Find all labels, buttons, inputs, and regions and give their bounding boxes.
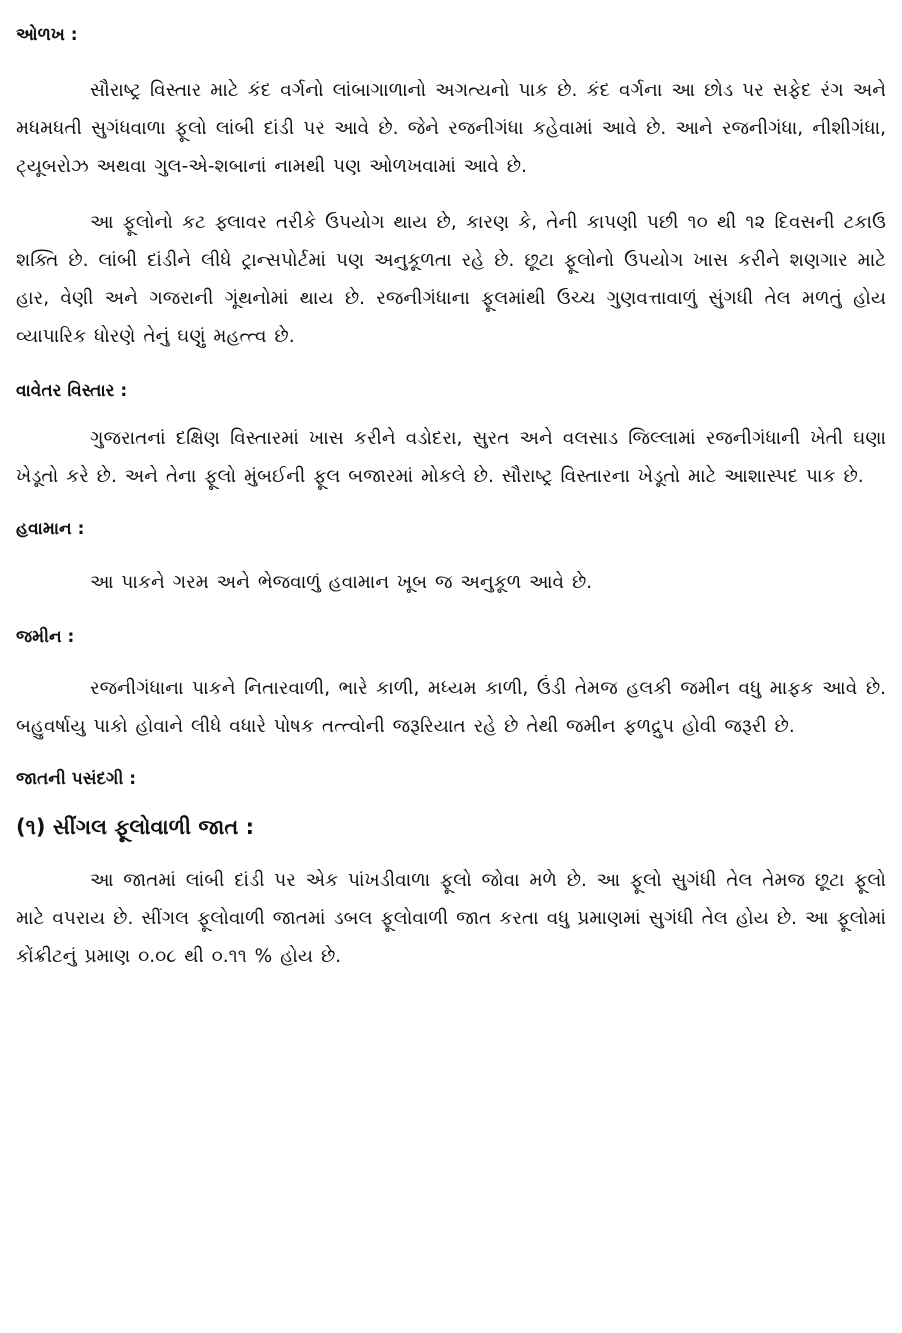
paragraph-havaman: આ પાકને ગરમ અને ભેજવાળું હવામાન ખૂબ જ અનુકૂળ આવે છે.: [90, 572, 593, 593]
paragraph-jamin: રજનીગંધાના પાકને નિતારવાળી, ભારે કાળી, મધ્યમ કાળી, ઉંડી તેમજ હલકી જમીન વધુ માફક આવે છે. બહુવર્ષાયુ પાકો હોવાને લીધે વધારે પોષક તત્ત્વોની જરૂરિયાત રહે છે તેથી જમીન ફળદ્રુપ હોવી જરૂરી છે.: [16, 678, 886, 737]
paragraph-vavetar: ગુજરાતનાં દક્ષિણ વિસ્તારમાં ખાસ કરીને વડોદરા, સુરત અને વલસાડ જિલ્લામાં રજનીગંધાની ખેતી ઘણા ખેડૂતો કરે છે. અને તેના ફૂલો મુંબઈની ફૂલ બજારમાં મોકલે છે. સૌરાષ્ટ્ર વિસ્તારના ખેડૂતો માટે આશાસ્પદ પાક છે.: [16, 428, 886, 487]
paragraph-olakh-usage: આ ફૂલોનો કટ ફ્લાવર તરીકે ઉપયોગ થાય છે, કારણ કે, તેની કાપણી પછી ૧૦ થી ૧૨ દિવસની ટકાઉ શક્તિ છે. લાંબી દાંડીને લીધે ટ્રાન્સપોર્ટમાં પણ અનુકૂળતા રહે છે. છૂટા ફૂલોનો ઉપયોગ ખાસ કરીને શણગાર માટે હાર, વેણી અને ગજરાની ગૂંથનોમાં થાય છે. રજનીગંધાના ફૂલમાંથી ઉચ્ચ ગુણવત્તાવાળું સુંગધી તેલ મળતું હોય વ્યાપારિક ધોરણે તેનું ઘણું મહત્ત્વ છે.: [16, 212, 886, 347]
paragraph-olakh-intro: સૌરાષ્ટ્ર વિસ્તાર માટે કંદ વર્ગનો લાંબાગાળાનો અગત્યનો પાક છે. કંદ વર્ગના આ છોડ પર સફેદ રંગ અને મધમધતી સુગંધવાળા ફૂલો લાંબી દાંડી પર આવે છે. જેને રજનીગંધા કહેવામાં આવે છે. આને રજનીગંધા, નીશીગંધા, ટ્યૂબરોઝ અથવા ગુલ-એ-શબાનાં નામથી પણ ઓળખવામાં આવે છે.: [16, 80, 886, 177]
section-heading-havaman: હવામાન :: [16, 519, 85, 539]
section-heading-vavetar: વાવેતર વિસ્તાર :: [16, 381, 128, 401]
section-heading-olakh: ઓળખ :: [16, 25, 78, 45]
subsection-heading-single-flower-variety: (૧) સીંગલ ફૂલોવાળી જાત :: [16, 815, 254, 839]
section-heading-jatni-pasandagi: જાતની પસંદગી :: [16, 769, 137, 789]
paragraph-single-flower-variety: આ જાતમાં લાંબી દાંડી પર એક પાંખડીવાળા ફૂલો જોવા મળે છે. આ ફૂલો સુગંધી તેલ તેમજ છૂટા ફૂલો માટે વપરાય છે. સીંગલ ફૂલોવાળી જાતમાં ડબલ ફૂલોવાળી જાત કરતા વધુ પ્રમાણમાં સુગંધી તેલ હોય છે. આ ફૂલોમાં કોંક્રીટનું પ્રમાણ ૦.૦૮ થી ૦.૧૧ % હોય છે.: [16, 870, 886, 967]
section-heading-jamin: જમીન :: [16, 627, 75, 647]
